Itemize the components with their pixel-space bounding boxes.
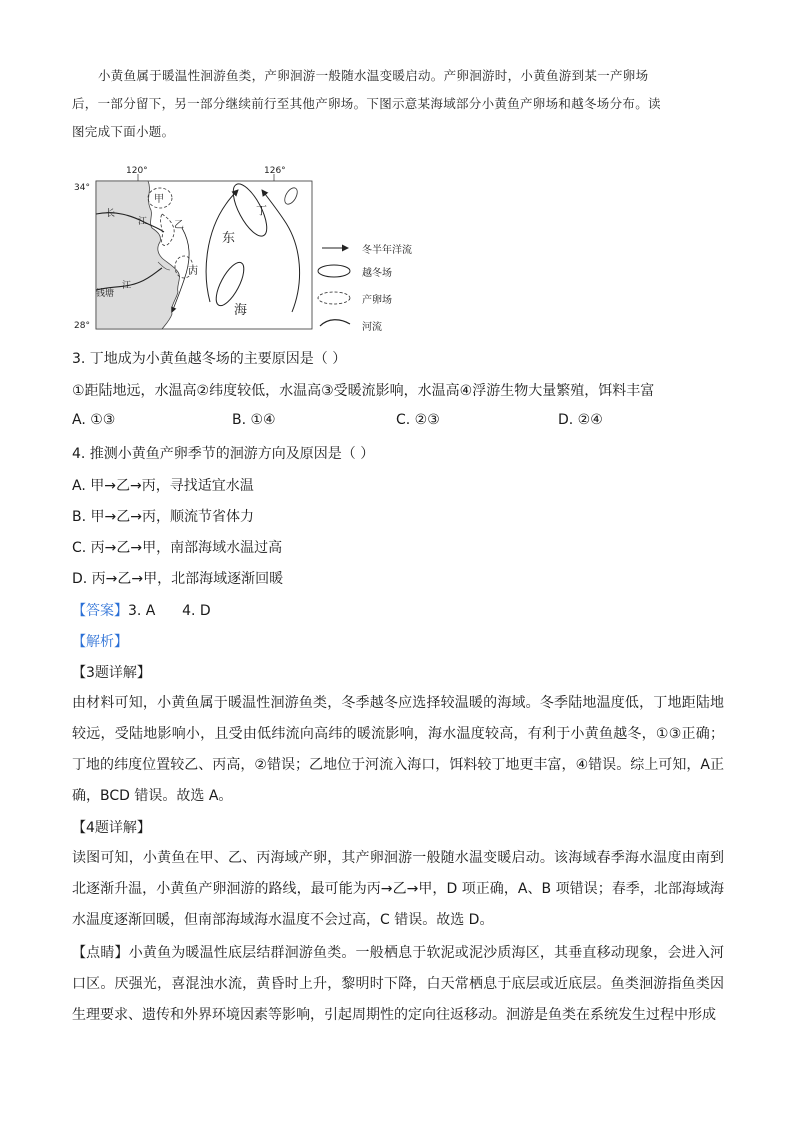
label-dong: 东 [222, 231, 236, 246]
analysis-tag: 【解析】 [72, 634, 128, 650]
label-yi: 乙 [174, 220, 184, 231]
q3-choices: ①距陆地远，水温高②纬度较低，水温高③受暖流影响，水温高④浮游生物大量繁殖，饵料丰富 [72, 383, 655, 399]
lat-label-28: 28° [74, 321, 90, 331]
q4-option-d: D. 丙→乙→甲，北部海域逐渐回暖 [72, 571, 284, 587]
q3-option-b: B. ①④ [232, 412, 276, 428]
legend-river-icon [320, 320, 350, 326]
legend-spawning-icon [318, 292, 350, 304]
fish-distribution-map [66, 162, 366, 334]
analysis-line [72, 631, 128, 651]
answer-text: 3. A 4. D [128, 603, 211, 619]
label-hai: 海 [234, 303, 248, 318]
intro-paragraph [72, 62, 732, 146]
label-qiantang: 钱塘 [96, 289, 115, 299]
q4-option-b: B. 甲→乙→丙，顺流节省体力 [72, 509, 254, 525]
legend-river-label: 河流 [362, 322, 382, 333]
label-chang: 长 [106, 209, 116, 219]
q3-option-a: A. ①③ [72, 412, 116, 428]
detail3-text: 由材料可知，小黄鱼属于暖温性洄游鱼类，冬季越冬应选择较温暖的海域。冬季陆地温度低，丁地距陆地较远，受陆地影响小，且受由低纬流向高纬的暖流影响，海水温度较高，有利于小黄鱼越冬，①③正确；丁地的纬度位置较乙、丙高，②错误；乙地位于河流入海口，饵料较丁地更丰富，④错误。综上可知，A正确，BCD 错误。故选 A。 [72, 695, 724, 804]
label-jiang: 江 [138, 217, 148, 227]
tip-paragraph [72, 938, 724, 1031]
lon-label-120: 120° [126, 166, 148, 176]
q4-option-c: C. 丙→乙→甲，南部海域水温过高 [72, 540, 283, 556]
answer-tag: 【答案】 [72, 603, 128, 619]
detail4-text: 读图可知，小黄鱼在甲、乙、丙海域产卵，其产卵洄游一般随水温变暖启动。该海域春季海水温度由南到北逐渐升温，小黄鱼产卵洄游的路线，最可能为丙→乙→甲，D 项正确，A、B 项错误；春季，北部海域海水温度逐渐回暖，但南部海域海水温度不会过高，C 错误。故选 D。 [72, 850, 724, 928]
label-jia: 甲 [154, 194, 164, 205]
legend-wintering-label: 越冬场 [362, 268, 392, 279]
q3-option-c: C. ②③ [396, 412, 440, 428]
q4-stem: 4. 推测小黄鱼产卵季节的洄游方向及原因是（ ） [72, 446, 375, 462]
intro-line-1: 小黄鱼属于暖温性洄游鱼类，产卵洄游一般随水温变暖启动。产卵洄游时，小黄鱼游到某一产卵场 [98, 68, 649, 83]
detail3-heading: 【3题详解】 [72, 665, 151, 681]
lat-label-34: 34° [74, 183, 90, 193]
detail4-heading: 【4题详解】 [72, 820, 151, 836]
label-jiang-2: 江 [122, 281, 132, 291]
intro-line-2: 后，一部分留下，另一部分继续前行至其他产卵场。下图示意某海域部分小黄鱼产卵场和越冬场分布。读 [72, 96, 661, 111]
q3-stem: 3. 丁地成为小黄鱼越冬场的主要原因是（ ） [72, 351, 347, 367]
intro-line-3: 图完成下面小题。 [72, 124, 175, 139]
q3-option-d: D. ②④ [558, 412, 603, 428]
legend-wintering-icon [318, 265, 350, 277]
label-ding: 丁 [256, 204, 267, 217]
answer-line [72, 600, 211, 620]
tip-tag: 【点睛】 [72, 945, 129, 961]
q4-option-a: A. 甲→乙→丙，寻找适宜水温 [72, 478, 254, 494]
lon-label-126: 126° [264, 166, 286, 176]
tip-text: 小黄鱼为暖温性底层结群洄游鱼类。一般栖息于软泥或泥沙质海区，其垂直移动现象，会进入河口区。厌强光，喜混浊水流，黄昏时上升，黎明时下降，白天常栖息于底层或近底层。鱼类洄游指鱼类因生理要求、遗传和外界环境因素等影响，引起周期性的定向往返移动。洄游是鱼类在系统发生过程中形成 [72, 945, 725, 1023]
legend-spawning-label: 产卵场 [362, 295, 392, 306]
label-bing: 丙 [188, 266, 198, 277]
legend-current-label: 冬半年洋流 [362, 245, 412, 256]
